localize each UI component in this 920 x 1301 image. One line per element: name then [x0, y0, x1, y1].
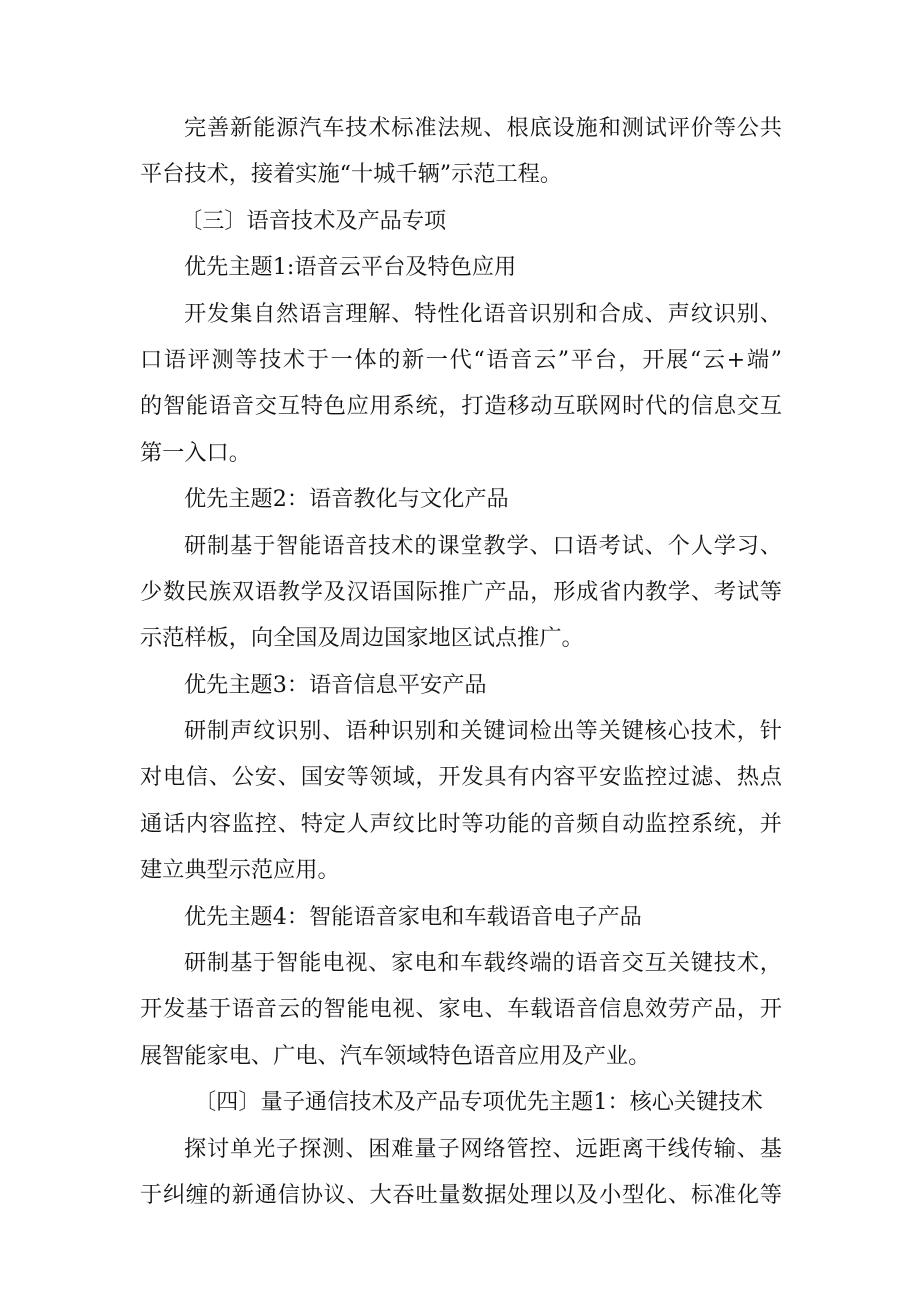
subheading: 优先主题4：智能语音家电和车载语音电子产品 — [184, 903, 642, 930]
subheading: 优先主题3：语音信息平安产品 — [184, 671, 487, 698]
document-page — [140, 105, 782, 1218]
paragraph-line: 探讨单光子探测、困难量子网络管控、远距离干线传输、基 — [184, 1135, 782, 1162]
paragraph-line: 展智能家电、广电、汽车领域特色语音应用及产业。 — [140, 1042, 651, 1069]
paragraph-line: 研制声纹识别、语种识别和关键词检出等关键核心技术，针 — [184, 718, 782, 745]
subheading: 优先主题2：语音教化与文化产品 — [184, 486, 509, 513]
paragraph-line: 少数民族双语教学及汉语国际推广产品，形成省内教学、考试等 — [140, 578, 782, 605]
section-heading: 〔四〕量子通信技术及产品专项优先主题1：核心关键技术 — [194, 1089, 763, 1116]
paragraph-line: 研制基于智能语音技术的课堂教学、口语考试、个人学习、 — [184, 532, 782, 559]
paragraph-line: 对电信、公安、国安等领域，开发具有内容平安监控过滤、热点 — [140, 764, 782, 791]
paragraph-line: 通话内容监控、特定人声纹比时等功能的音频自动监控系统，并 — [140, 810, 782, 837]
paragraph-line: 平台技术，接着实施“十城千辆”示范工程。 — [140, 161, 563, 188]
paragraph-line: 口语评测等技术于一体的新一代“语音云”平台，开展“云+端” — [140, 346, 782, 373]
section-heading: 〔三〕语音技术及产品专项 — [180, 207, 447, 234]
paragraph-line: 开发集自然语言理解、特性化语音识别和合成、声纹识别、 — [184, 300, 782, 327]
paragraph-line: 完善新能源汽车技术标准法规、根底设施和测试评价等公共 — [184, 115, 782, 141]
paragraph-line: 示范样板，向全国及周边国家地区试点推广。 — [140, 625, 584, 652]
paragraph-line: 第一入口。 — [140, 439, 251, 466]
paragraph-line: 研制基于智能电视、家电和车载终端的语音交互关键技术， — [184, 950, 782, 977]
subheading: 优先主题1:语音云平台及特色应用 — [184, 254, 517, 281]
paragraph-line: 建立典型示范应用。 — [140, 857, 340, 884]
paragraph-line: 的智能语音交互特色应用系统，打造移动互联网时代的信息交互 — [140, 393, 782, 420]
paragraph-line: 于纠缠的新通信协议、大吞吐量数据处理以及小型化、标准化等 — [140, 1181, 782, 1208]
paragraph-line: 开发基于语音云的智能电视、家电、车载语音信息效劳产品，开 — [140, 996, 782, 1023]
